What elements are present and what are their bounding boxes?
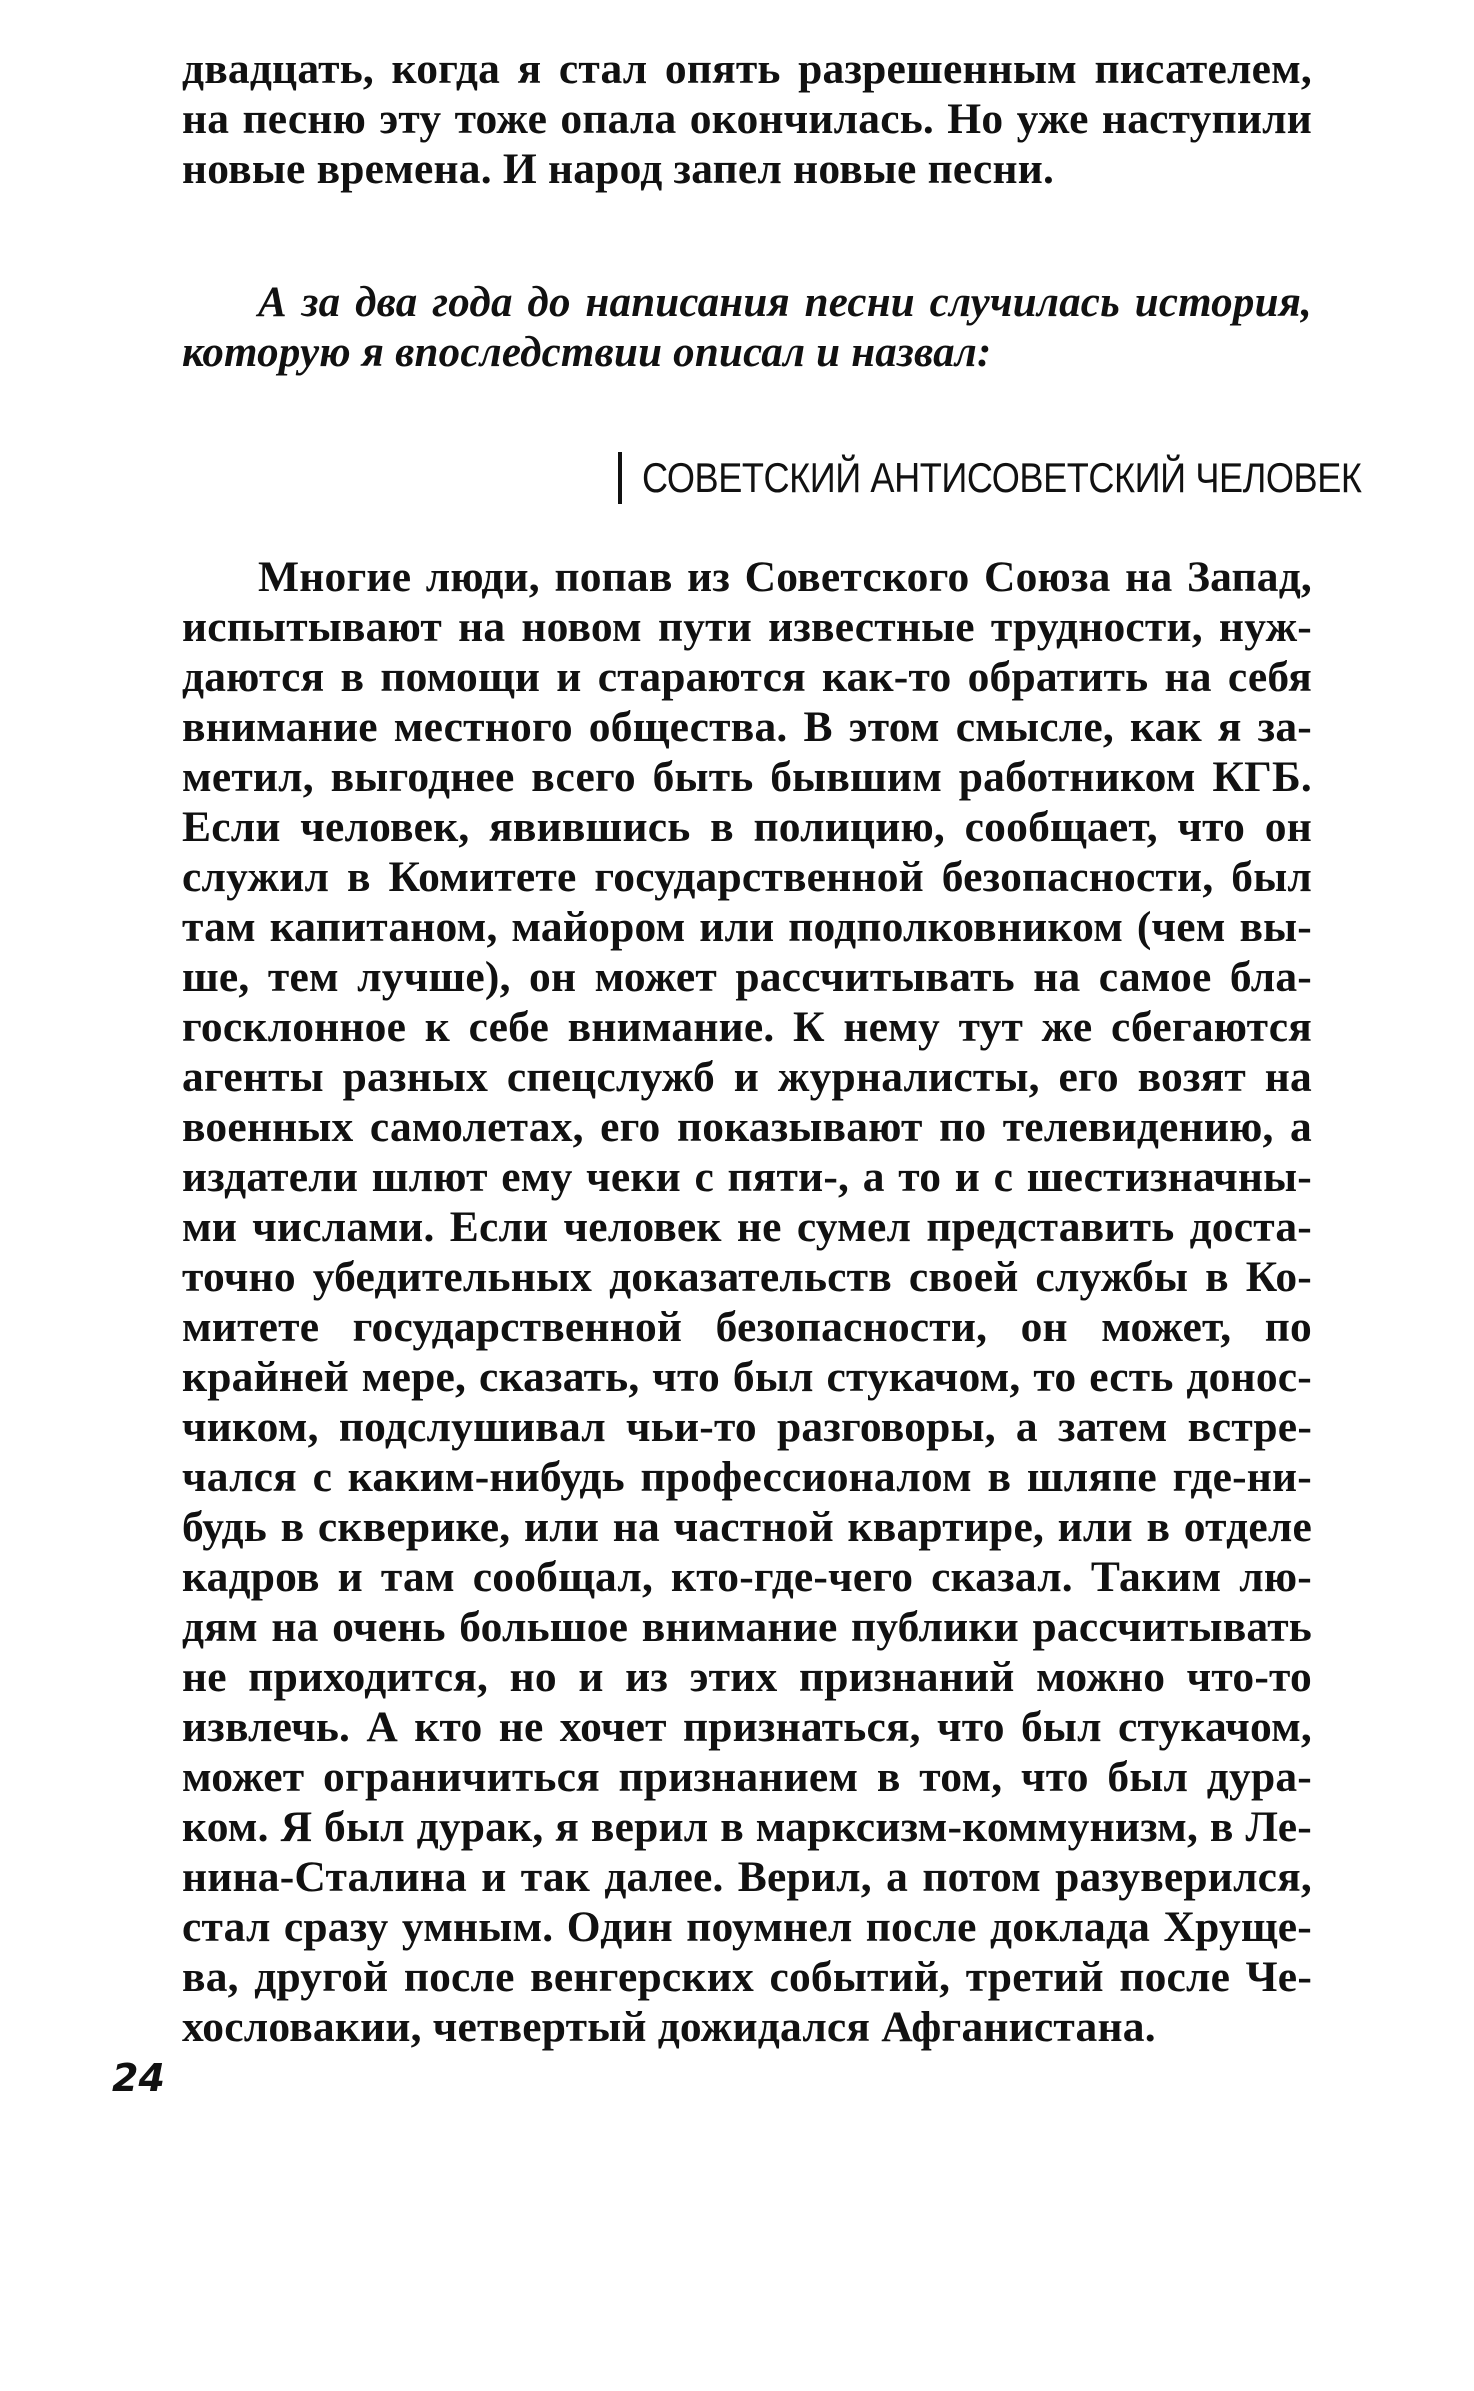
- text-line: даются в помощи и стараются как-то обратить на себя: [182, 653, 1312, 701]
- text-line: будь в скверике, или на частной квартире, или в отделе: [182, 1503, 1312, 1551]
- text-line: Многие люди, попав из Советского Союза на Запад,: [258, 553, 1312, 601]
- text-line: на песню эту тоже опала окончилась. Но уже наступили: [182, 95, 1312, 143]
- text-line: издатели шлют ему чеки с пяти-, а то и с шестизначны-: [182, 1153, 1312, 1201]
- section-heading-text: СОВЕТСКИЙ АНТИСОВЕТСКИЙ ЧЕЛОВЕК: [642, 454, 1362, 501]
- text-line: служил в Комитете государственной безопасности, был: [182, 853, 1312, 901]
- text-line: внимание местного общества. В этом смысле, как я за-: [182, 703, 1312, 751]
- text-line: может ограничиться признанием в том, что был дура-: [182, 1753, 1312, 1801]
- main-paragraph: [182, 552, 1312, 2052]
- text-line: митете государственной безопасности, он может, по: [182, 1303, 1312, 1351]
- heading-rule: [618, 452, 622, 504]
- text-line: новые времена. И народ запел новые песни.: [182, 145, 1055, 193]
- text-line: крайней мере, сказать, что был стукачом, то есть донос-: [182, 1353, 1312, 1401]
- text-line: испытывают на новом пути известные трудности, нуж-: [182, 603, 1312, 651]
- text-line: ше, тем лучше), он может рассчитывать на самое бла-: [182, 953, 1312, 1001]
- text-line: нина-Сталина и так далее. Верил, а потом разуверился,: [182, 1853, 1312, 1901]
- text-line: чался с каким-нибудь профессионалом в шляпе где-ни-: [182, 1453, 1312, 1501]
- text-line: ва, другой после венгерских событий, третий после Че-: [182, 1953, 1312, 2001]
- text-line: которую я впоследствии описал и назвал:: [182, 329, 992, 376]
- text-line: А за два года до написания песни случилась история,: [258, 279, 1312, 326]
- page-number: 24: [112, 2056, 165, 2100]
- text-line: агенты разных спецслужб и журналисты, его возят на: [182, 1053, 1312, 1101]
- text-line: ми числами. Если человек не сумел представить доста-: [182, 1203, 1312, 1251]
- text-line: кадров и там сообщал, кто-где-чего сказал. Таким лю-: [182, 1553, 1312, 1601]
- text-line: чиком, подслушивал чьи-то разговоры, а затем встре-: [182, 1403, 1312, 1451]
- text-line: извлечь. А кто не хочет признаться, что был стукачом,: [182, 1703, 1312, 1751]
- text-line: военных самолетах, его показывают по телевидению, а: [182, 1103, 1312, 1151]
- intro-italic-paragraph: [182, 278, 1312, 378]
- text-line: двадцать, когда я стал опять разрешенным писателем,: [182, 45, 1312, 93]
- text-line: ком. Я был дурак, я верил в марксизм-коммунизм, в Ле-: [182, 1803, 1312, 1851]
- text-line: там капитаном, майором или подполковником (чем вы-: [182, 903, 1312, 951]
- section-heading: [618, 452, 1370, 504]
- text-line: госклонное к себе внимание. К нему тут же сбегаются: [182, 1003, 1312, 1051]
- text-line: дям на очень большое внимание публики рассчитывать: [182, 1603, 1312, 1651]
- text-line: не приходится, но и из этих признаний можно что-то: [182, 1653, 1312, 1701]
- top-paragraph: [182, 44, 1312, 194]
- text-line: стал сразу умным. Один поумнел после доклада Хруще-: [182, 1903, 1312, 1951]
- text-line: Если человек, явившись в полицию, сообщает, что он: [182, 803, 1312, 851]
- text-line: метил, выгоднее всего быть бывшим работником КГБ.: [182, 753, 1312, 801]
- text-line: точно убедительных доказательств своей службы в Ко-: [182, 1253, 1312, 1301]
- text-line: хословакии, четвертый дожидался Афганистана.: [182, 2003, 1156, 2051]
